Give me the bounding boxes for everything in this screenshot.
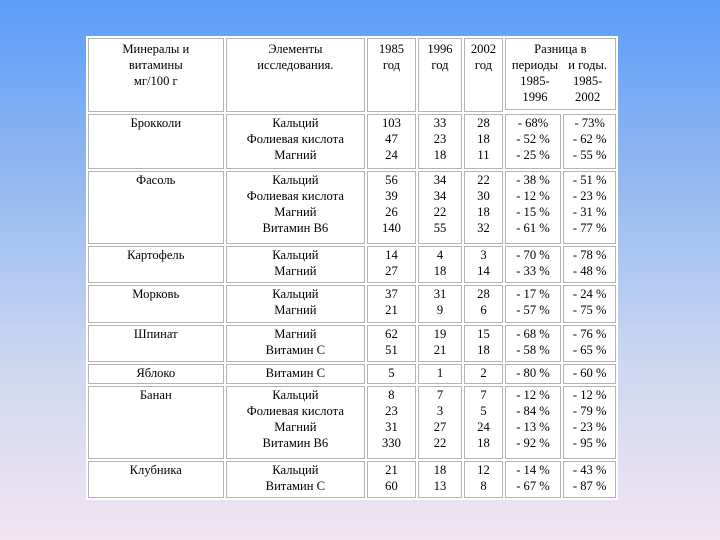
header-text: год	[431, 58, 449, 72]
value-1996-cell	[418, 461, 463, 498]
product-cell	[88, 285, 224, 322]
diff-1985-1996-value: - 57 %	[516, 303, 550, 318]
value-2002-value: 6	[480, 303, 487, 318]
diff-1985-2002-cell	[563, 325, 616, 362]
product-cell	[88, 171, 224, 244]
document-sheet	[86, 36, 618, 500]
elements-value: Магний	[274, 263, 317, 278]
value-2002-cell	[464, 171, 502, 244]
diff-1985-1996-value: - 33 %	[516, 263, 550, 278]
header-text: 1985-	[520, 74, 550, 88]
diff-1985-1996-value: - 13 %	[516, 419, 550, 434]
header-text: периоды	[511, 58, 559, 72]
value-1985-value: 21	[385, 462, 398, 477]
value-1985-value: 23	[385, 403, 398, 418]
value-2002-value: 3	[480, 247, 487, 262]
diff-1985-1996-cell	[505, 114, 562, 169]
elements-value: Магний	[274, 419, 317, 434]
diff-1985-2002-cell	[563, 386, 616, 459]
elements-cell	[226, 386, 366, 459]
value-1985-value: 27	[385, 263, 398, 278]
value-1985-value: 31	[385, 419, 398, 434]
elements-value: Витамин С	[265, 366, 326, 381]
diff-1985-2002-value: - 51 %	[572, 173, 607, 188]
value-1996-value: 21	[433, 342, 447, 357]
value-2002-cell	[464, 246, 502, 283]
value-2002-value: 30	[477, 189, 490, 204]
table-row	[88, 386, 616, 459]
value-2002-cell	[464, 364, 502, 384]
value-1996-value: 22	[433, 435, 447, 450]
elements-value: Магний	[274, 148, 317, 162]
diff-1985-1996-value: - 17 %	[516, 287, 550, 302]
diff-1985-2002-value: - 43 %	[572, 462, 607, 477]
diff-1985-1996-value: - 67 %	[516, 478, 550, 493]
diff-1985-1996-value: - 58 %	[516, 342, 550, 357]
value-2002-value: 28	[477, 287, 490, 302]
diff-1985-2002-cell	[563, 171, 616, 244]
header-period-2002	[562, 73, 613, 105]
value-1996-value: 18	[433, 148, 447, 162]
elements-cell	[226, 461, 366, 498]
elements-value: Кальций	[272, 116, 319, 130]
table-row	[88, 171, 616, 244]
value-1996-value: 3	[436, 403, 444, 418]
value-1985-cell	[367, 386, 416, 459]
value-1996-cell	[418, 325, 463, 362]
header-text: год	[474, 58, 493, 72]
diff-1985-1996-value: - 52 %	[516, 132, 550, 146]
value-1996-cell	[418, 364, 463, 384]
header-text: 1985-	[572, 74, 603, 88]
value-2002-value: 18	[477, 435, 490, 450]
value-2002-value: 8	[480, 478, 487, 493]
header-difference-periods	[506, 73, 615, 105]
diff-1985-2002-value: - 23 %	[572, 189, 607, 204]
diff-1985-1996-value: - 84 %	[516, 403, 550, 418]
header-text: исследования.	[257, 58, 334, 72]
header-text: Разница в	[534, 42, 587, 56]
elements-value: Фолиевая кислота	[246, 189, 344, 204]
diff-1985-2002-value: - 65 %	[572, 342, 607, 357]
diff-1985-1996-cell	[505, 325, 562, 362]
value-1985-value: 39	[385, 189, 398, 204]
product-cell	[88, 364, 224, 384]
value-1996-cell	[418, 285, 463, 322]
diff-1985-2002-value: - 31 %	[572, 205, 607, 220]
diff-1985-2002-cell	[563, 364, 616, 384]
header-2002	[464, 38, 502, 112]
elements-value: Кальций	[272, 287, 319, 302]
header-minerals	[88, 38, 224, 112]
value-2002-value: 24	[477, 419, 490, 434]
diff-1985-1996-value: - 38 %	[516, 173, 550, 188]
value-1985-value: 103	[382, 116, 401, 130]
diff-1985-2002-cell	[563, 246, 616, 283]
value-1996-value: 18	[433, 462, 447, 477]
diff-1985-1996-value: - 61 %	[516, 221, 550, 236]
product-name: Брокколи	[130, 116, 182, 130]
value-2002-value: 32	[477, 221, 490, 236]
product-cell	[88, 386, 224, 459]
value-1996-value: 34	[433, 189, 447, 204]
diff-1985-1996-value: - 14 %	[516, 462, 550, 477]
table-row	[88, 364, 616, 384]
diff-1985-1996-cell	[505, 386, 562, 459]
value-1985-cell	[367, 114, 416, 169]
elements-cell	[226, 114, 366, 169]
header-text: и годы.	[568, 58, 607, 72]
value-1985-value: 14	[385, 247, 398, 262]
diff-1985-2002-value: - 95 %	[572, 435, 607, 450]
value-1996-value: 31	[433, 287, 447, 302]
diff-1985-2002-value: - 73%	[574, 116, 605, 130]
header-difference	[505, 38, 616, 110]
elements-value: Витамин С	[265, 342, 326, 357]
elements-value: Магний	[274, 303, 317, 318]
diff-1985-2002-value: - 48 %	[572, 263, 607, 278]
value-1985-cell	[367, 325, 416, 362]
product-name: Морковь	[132, 287, 180, 302]
diff-1985-1996-value: - 70 %	[516, 247, 550, 262]
product-name: Яблоко	[136, 366, 176, 381]
elements-cell	[226, 171, 366, 244]
diff-1985-1996-value: - 15 %	[516, 205, 550, 220]
diff-1985-2002-cell	[563, 114, 616, 169]
diff-1985-1996-cell	[505, 364, 562, 384]
value-1985-value: 8	[388, 387, 395, 402]
value-1996-value: 19	[433, 326, 447, 341]
header-elements	[226, 38, 366, 112]
diff-1985-2002-value: - 78 %	[572, 247, 607, 262]
value-2002-cell	[464, 285, 502, 322]
diff-1985-1996-value: - 12 %	[516, 189, 550, 204]
table-row	[88, 461, 616, 498]
header-difference-subline	[506, 57, 615, 73]
value-1996-value: 13	[433, 478, 447, 493]
value-1996-value: 27	[433, 419, 447, 434]
value-1985-cell	[367, 364, 416, 384]
diff-1985-1996-cell	[505, 171, 562, 244]
elements-value: Кальций	[272, 387, 319, 402]
value-2002-cell	[464, 386, 502, 459]
diff-1985-2002-value: - 60 %	[572, 366, 607, 381]
value-1996-value: 33	[433, 116, 447, 130]
elements-value: Кальций	[272, 247, 319, 262]
value-1996-value: 34	[433, 173, 447, 188]
diff-1985-2002-value: - 23 %	[572, 419, 607, 434]
header-1996	[418, 38, 463, 112]
diff-1985-1996-cell	[505, 285, 562, 322]
table-row	[88, 325, 616, 362]
value-2002-value: 18	[477, 342, 490, 357]
elements-cell	[226, 325, 366, 362]
product-cell	[88, 325, 224, 362]
value-1985-cell	[367, 171, 416, 244]
diff-1985-1996-value: - 68%	[517, 116, 549, 130]
value-1985-value: 60	[385, 478, 398, 493]
value-1996-value: 23	[433, 132, 447, 146]
table-row	[88, 285, 616, 322]
product-name: Банан	[139, 387, 172, 402]
value-2002-value: 15	[477, 326, 490, 341]
product-cell	[88, 114, 224, 169]
value-1985-value: 24	[385, 148, 398, 162]
value-2002-cell	[464, 114, 502, 169]
value-2002-value: 28	[477, 116, 490, 130]
header-text: 2002	[575, 90, 601, 104]
table-row	[88, 246, 616, 283]
diff-1985-2002-cell	[563, 461, 616, 498]
header-text: Минералы и	[122, 42, 190, 56]
diff-1985-1996-value: - 12 %	[516, 387, 550, 402]
elements-value: Кальций	[272, 462, 319, 477]
value-1996-cell	[418, 386, 463, 459]
value-1996-cell	[418, 171, 463, 244]
header-text: 2002	[470, 42, 497, 56]
header-text: витамины	[128, 58, 183, 72]
product-name: Картофель	[127, 247, 185, 262]
value-1996-value: 18	[433, 263, 447, 278]
diff-1985-2002-cell	[563, 285, 616, 322]
diff-1985-2002-value: - 76 %	[572, 326, 607, 341]
product-name: Клубника	[129, 462, 182, 477]
diff-1985-2002-value: - 62 %	[572, 132, 607, 146]
value-1985-value: 140	[382, 221, 401, 236]
elements-cell	[226, 364, 366, 384]
diff-1985-1996-value: - 68 %	[516, 326, 550, 341]
diff-1985-1996-value: - 92 %	[516, 435, 550, 450]
header-text: 1996	[427, 42, 453, 56]
header-row	[88, 38, 616, 110]
elements-value: Витамин В6	[262, 435, 329, 450]
value-1996-value: 22	[433, 205, 447, 220]
value-2002-value: 11	[477, 148, 490, 162]
value-2002-value: 7	[480, 387, 487, 402]
value-2002-value: 5	[480, 403, 487, 418]
diff-1985-2002-value: - 24 %	[572, 287, 607, 302]
value-2002-value: 14	[477, 263, 490, 278]
value-1996-value: 7	[436, 387, 444, 402]
header-period-1996	[508, 73, 563, 105]
value-1996-cell	[418, 114, 463, 169]
diff-1985-1996-cell	[505, 246, 562, 283]
diff-1985-2002-value: - 87 %	[572, 478, 607, 493]
diff-1985-1996-cell	[505, 461, 562, 498]
value-2002-cell	[464, 461, 502, 498]
table-row	[88, 114, 616, 169]
value-1985-value: 26	[385, 205, 398, 220]
diff-1985-2002-value: - 77 %	[572, 221, 607, 236]
elements-cell	[226, 246, 366, 283]
value-1985-value: 37	[385, 287, 398, 302]
value-2002-value: 2	[480, 366, 487, 381]
elements-value: Фолиевая кислота	[246, 132, 344, 146]
header-1985	[367, 38, 416, 112]
diff-1985-2002-value: - 75 %	[572, 303, 607, 318]
value-1985-value: 5	[388, 366, 395, 381]
value-1996-value: 4	[436, 247, 444, 262]
value-2002-value: 22	[477, 173, 490, 188]
elements-value: Фолиевая кислота	[246, 403, 344, 418]
header-text: Элементы	[268, 42, 323, 56]
value-1996-value: 55	[433, 221, 447, 236]
product-cell	[88, 246, 224, 283]
product-name: Шпинат	[133, 326, 178, 341]
product-cell	[88, 461, 224, 498]
nutrient-table	[86, 36, 618, 500]
value-2002-cell	[464, 325, 502, 362]
header-text: 1985	[378, 42, 405, 56]
value-1985-cell	[367, 461, 416, 498]
value-1985-cell	[367, 246, 416, 283]
value-1985-value: 330	[382, 435, 401, 450]
diff-1985-2002-value: - 79 %	[572, 403, 607, 418]
elements-value: Магний	[274, 326, 317, 341]
value-1996-value: 9	[436, 303, 444, 318]
elements-value: Магний	[274, 205, 317, 220]
product-name: Фасоль	[136, 173, 176, 188]
header-text: год	[382, 58, 401, 72]
header-text: 1996	[522, 90, 548, 104]
value-1985-cell	[367, 285, 416, 322]
value-1985-value: 51	[385, 342, 398, 357]
value-1985-value: 62	[385, 326, 398, 341]
value-1996-cell	[418, 246, 463, 283]
elements-value: Кальций	[272, 173, 319, 188]
diff-1985-2002-value: - 55 %	[572, 148, 607, 162]
value-2002-value: 12	[477, 462, 490, 477]
value-1985-value: 56	[385, 173, 398, 188]
elements-cell	[226, 285, 366, 322]
elements-value: Витамин С	[265, 478, 326, 493]
value-2002-value: 18	[477, 205, 490, 220]
value-1985-value: 47	[385, 132, 398, 146]
value-1996-value: 1	[436, 366, 444, 381]
diff-1985-1996-value: - 80 %	[516, 366, 550, 381]
value-2002-value: 18	[477, 132, 490, 146]
diff-1985-1996-value: - 25 %	[516, 148, 550, 162]
header-text: мг/100 г	[133, 74, 178, 88]
elements-value: Витамин В6	[262, 221, 329, 236]
diff-1985-2002-value: - 12 %	[572, 387, 607, 402]
value-1985-value: 21	[385, 303, 398, 318]
